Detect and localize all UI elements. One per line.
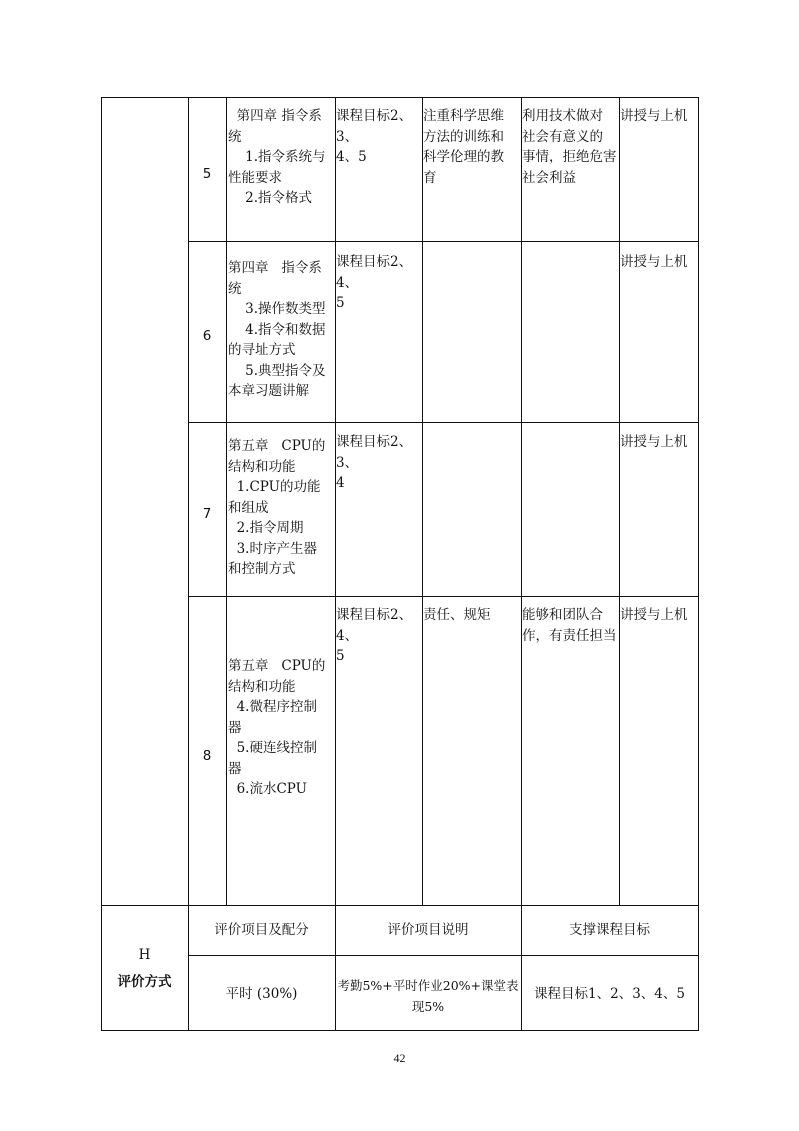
page-number: 42 [393, 1051, 406, 1065]
chapter-content: 第五章 CPU的 结构和功能 1.CPU的功能 和组成 2.指令周期 3.时序产生器 和控制方式 [228, 438, 326, 577]
section-letter: H [138, 947, 151, 963]
course-goals: 课程目标2、4、 5 [336, 254, 413, 311]
row-number: 7 [202, 506, 212, 522]
eval-desc: 考勤5%+平时作业20%+课堂表 现5% [337, 978, 519, 1014]
row-number: 5 [202, 166, 212, 182]
eval-header-desc: 评价项目说明 [387, 922, 469, 938]
ideology-points: 注重科学思维 方法的训练和 科学伦理的教 育 [423, 108, 504, 186]
course-goals: 课程目标2、4、 5 [336, 607, 413, 664]
row-number: 6 [202, 328, 212, 344]
eval-header-item: 评价项目及配分 [214, 922, 309, 938]
section-title: 评价方式 [117, 974, 172, 990]
ideology-points: 责任、规矩 [423, 607, 491, 623]
course-goals: 课程目标2、3、 4 [336, 434, 413, 491]
expected-outcome: 能够和团队合 作，有责任担当 [522, 607, 617, 644]
row-number: 8 [202, 748, 212, 764]
expected-outcome: 利用技术做对 社会有意义的 事情，拒绝危害 社会利益 [522, 108, 617, 186]
teaching-method: 讲授与上机 [620, 254, 688, 270]
teaching-method: 讲授与上机 [620, 607, 688, 623]
chapter-content: 第五章 CPU的 结构和功能 4.微程序控制 器 5.硬连线控制 器 6.流水CPU [228, 658, 326, 797]
course-goals: 课程目标2、3、 4、5 [336, 108, 413, 165]
chapter-content: 第四章 指令系 统 1.指令系统与 性能要求 2.指令格式 [228, 108, 326, 206]
eval-item: 平时 (30%) [225, 986, 298, 1002]
eval-goals: 课程目标1、2、3、4、5 [534, 986, 685, 1002]
teaching-method: 讲授与上机 [620, 108, 688, 124]
teaching-method: 讲授与上机 [620, 434, 688, 450]
chapter-content: 第四章 指令系 统 3.操作数类型 4.指令和数据 的寻址方式 5.典型指令及 本章习题讲解 [228, 260, 326, 399]
eval-header-goals: 支撑课程目标 [569, 922, 650, 938]
